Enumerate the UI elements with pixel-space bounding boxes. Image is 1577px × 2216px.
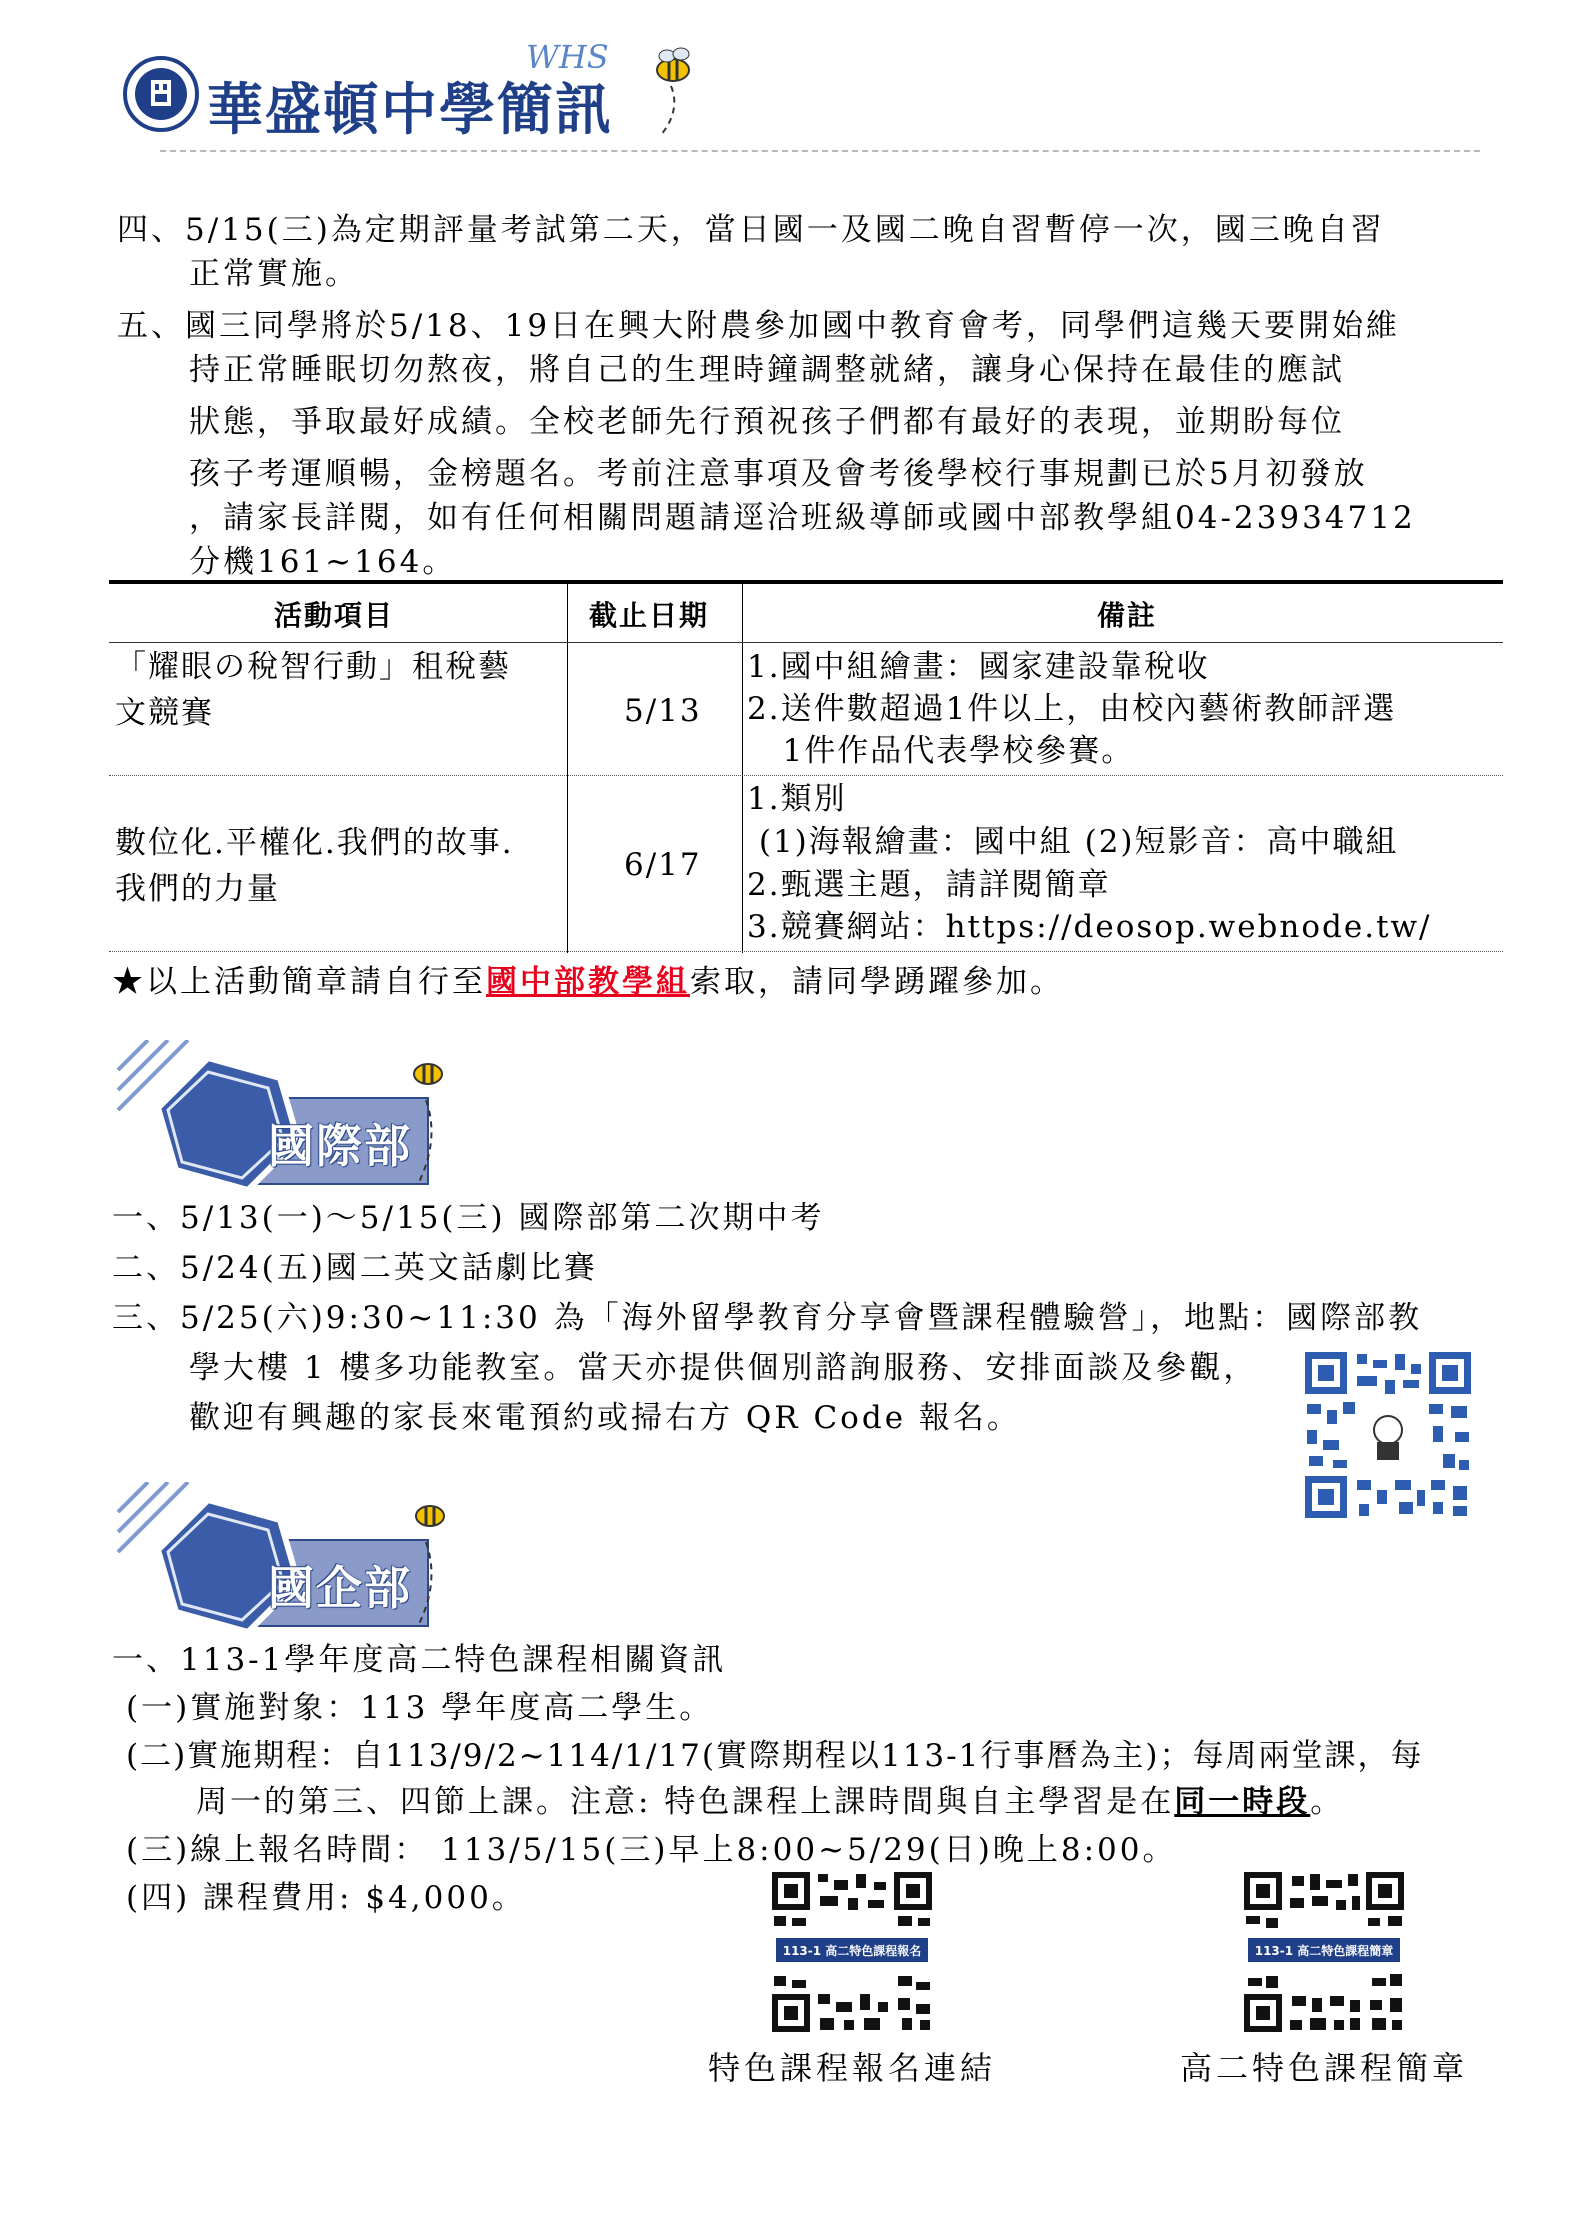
notice-suffix: 索取，請同學踴躍參加。 <box>690 964 1064 1000</box>
enterprise-item-2-line-2 <box>196 1780 1344 1824</box>
junior-item-5-line-5: ，請家長詳閱，如有任何相關問題請逕洽班級導師或國中部教學組04-23934712 <box>189 500 1416 536</box>
table-row-1-activity-line-2: 文競賽 <box>115 695 214 731</box>
international-section-label: 國際部 <box>268 1119 412 1173</box>
international-section-badge <box>108 1040 438 1210</box>
junior-item-4-line-1: 四、5/15(三)為定期評量考試第二天，當日國一及國二晚自習暫停一次，國三晚自習 <box>117 212 1385 248</box>
table-row-2-note-1: 1.類別 <box>747 781 847 817</box>
international-item-3-line-3: 歡迎有興趣的家長來電預約或掃右方 QR Code 報名。 <box>189 1400 1021 1436</box>
enterprise-title: 一、113-1學年度高二特色課程相關資訊 <box>112 1642 727 1678</box>
qr2-band-label: 113-1 高二特色課程簡章 <box>1254 1944 1394 1958</box>
table-row-2-deadline: 6/17 <box>624 847 702 883</box>
qr1-band-label: 113-1 高二特色課程報名 <box>782 1944 922 1958</box>
table-row-2-note-4: 3.競賽網站：https://deosop.webnode.tw/ <box>747 909 1432 945</box>
header-divider <box>160 150 1480 152</box>
table-header-activity: 活動項目 <box>274 599 395 632</box>
table-row-2-note-3: 2.甄選主題，請詳閱簡章 <box>747 867 1111 903</box>
junior-item-5-line-3: 狀態，爭取最好成績。全校老師先行預祝孩子們都有最好的表現，並期盼每位 <box>189 404 1345 440</box>
same-period-emphasis: 同一時段 <box>1174 1784 1311 1820</box>
table-header-deadline: 截止日期 <box>589 599 710 632</box>
enterprise-item-3: (三)線上報名時間： 113/5/15(三)早上8:00~5/29(日)晚上8:00。 <box>126 1832 1177 1868</box>
course-registration-caption: 特色課程報名連結 <box>708 2049 997 2087</box>
notice-office-highlight: 國中部教學組 <box>486 964 690 1000</box>
course-registration-qr-code[interactable] <box>770 1870 934 2034</box>
table-col-divider <box>742 584 743 953</box>
table-col-divider <box>567 584 568 953</box>
school-emblem-icon <box>121 54 201 134</box>
table-row-2-activity-line-1: 數位化.平權化.我們的故事. <box>115 825 514 861</box>
enterprise-item-1: (一)實施對象：113 學年度高二學生。 <box>126 1690 714 1726</box>
table-header-rule <box>109 642 1503 643</box>
table-top-rule <box>109 580 1503 584</box>
table-header-notes: 備註 <box>1097 599 1158 632</box>
table-row-1-deadline: 5/13 <box>624 693 702 729</box>
junior-item-5-line-1: 五、國三同學將於5/18、19日在興大附農參加國中教育會考，同學們這幾天要開始維 <box>117 308 1401 344</box>
course-brochure-qr-code[interactable] <box>1242 1870 1406 2034</box>
table-row-divider <box>109 775 1503 776</box>
enterprise-item-4: (四) 課程費用: $4,000。 <box>126 1880 526 1916</box>
table-row-1-note-3: 1件作品代表學校參賽。 <box>747 733 1135 769</box>
table-row-2-activity-line-2: 我們的力量 <box>115 871 280 907</box>
newsletter-header <box>121 38 721 156</box>
item-2-suffix: 。 <box>1310 1784 1345 1820</box>
table-bottom-rule <box>109 951 1503 952</box>
activity-table <box>109 580 1503 953</box>
enterprise-section-badge <box>108 1482 438 1652</box>
international-item-3-line-1: 三、5/25(六)9:30~11:30 為「海外留學教育分享會暨課程體驗營」，地點：國際部教 <box>112 1300 1423 1336</box>
international-item-2: 二、5/24(五)國二英文話劇比賽 <box>112 1250 598 1286</box>
table-row-1-activity-line-1: 「耀眼の稅智行動」租稅藝 <box>115 649 511 685</box>
junior-item-5-line-6: 分機161~164。 <box>189 544 457 580</box>
international-item-1: 一、5/13(一)～5/15(三) 國際部第二次期中考 <box>112 1200 825 1236</box>
bee-icon <box>631 40 721 150</box>
junior-item-5-line-4: 孩子考運順暢，金榜題名。考前注意事項及會考後學校行事規劃已於5月初發放 <box>189 456 1368 492</box>
newsletter-title: 華盛頓中學簡訊 <box>207 78 613 143</box>
course-brochure-caption: 高二特色課程簡章 <box>1180 2049 1469 2087</box>
enterprise-section-label: 國企部 <box>268 1561 412 1615</box>
item-2-prefix: 周一的第三、四節上課。注意: 特色課程上課時間與自主學習是在 <box>196 1784 1175 1820</box>
table-row-1-note-2: 2.送件數超過1件以上，由校內藝術教師評選 <box>747 691 1397 727</box>
table-row-2-note-2: (1)海報繪畫：國中組 (2)短影音：高中職組 <box>747 824 1399 860</box>
table-row-1-note-1: 1.國中組繪畫：國家建設靠稅收 <box>747 649 1210 685</box>
junior-item-5-line-2: 持正常睡眠切勿熬夜，將自己的生理時鐘調整就緒，讓身心保持在最佳的應試 <box>189 352 1345 388</box>
junior-item-4-line-2: 正常實施。 <box>189 256 359 292</box>
enterprise-item-2-line-1: (二)實施期程：自113/9/2~114/1/17(實際期程以113-1行事曆為主)；每周兩堂課，每 <box>126 1738 1424 1774</box>
international-registration-qr-code[interactable] <box>1303 1350 1473 1520</box>
activity-notice <box>112 960 1064 1004</box>
whs-tag: WHS <box>526 38 609 76</box>
notice-prefix: ★以上活動簡章請自行至 <box>112 964 486 1000</box>
international-item-3-line-2: 學大樓 1 樓多功能教室。當天亦提供個別諮詢服務、安排面談及參觀， <box>189 1350 1258 1386</box>
